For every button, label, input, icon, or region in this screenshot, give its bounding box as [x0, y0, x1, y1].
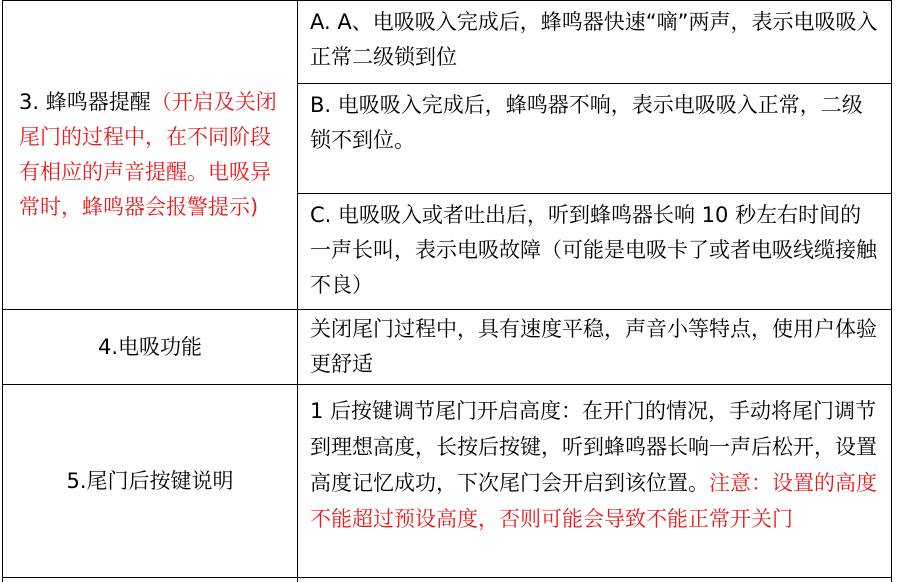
row5-desc-cell — [298, 385, 891, 577]
row3-option-c — [298, 194, 891, 309]
row3-option-b-text: B. 电吸吸入完成后，蜂鸣器不响，表示电吸吸入正常，二级锁不到位。 — [310, 93, 863, 152]
row3-label — [19, 85, 285, 225]
row4-desc-cell — [298, 310, 891, 384]
row3-option-a — [298, 1, 891, 83]
row3-label-cell — [3, 1, 297, 309]
row4-desc: 关闭尾门过程中，具有速度平稳，声音小等特点，使用户体验更舒适 — [310, 317, 877, 376]
table-bottom-border — [2, 577, 892, 578]
table-border-right — [891, 0, 892, 582]
row5-label: 5.尾门后按键说明 — [66, 468, 234, 493]
row5-desc: 1 后按键调节尾门开启高度：在开门的情况，手动将尾门调节到理想高度，长按后按键，听到蜂鸣器长响一声后松开，设置高度记忆成功，下次尾门会开启到该位置。 — [310, 399, 877, 495]
row4-label-cell — [3, 310, 297, 384]
row3-option-c-text: C. 电吸吸入或者吐出后，听到蜂鸣器长响 10 秒左右时间的一声长叫，表示电吸故障（可能是电吸卡了或者电吸线缆接触不良） — [310, 203, 877, 297]
row3-option-a-text: A. A、电吸吸入完成后，蜂鸣器快速“嘀”两声，表示电吸吸入正常二级锁到位 — [310, 10, 878, 69]
row4-label: 4.电吸功能 — [97, 334, 203, 359]
row5-label-cell — [3, 385, 297, 577]
row3-label-title: 3. 蜂鸣器提醒 — [19, 90, 151, 114]
row3-option-b — [298, 84, 891, 193]
row3-label-warning: （开启及关闭尾门的过程中，在不同阶段有相应的声音提醒。电吸异常时，蜂鸣器会报警提示) — [19, 90, 277, 219]
row5-warning: 注意：设置的高度不能超过预设高度，否则可能会导致不能正常开关门 — [310, 471, 877, 531]
